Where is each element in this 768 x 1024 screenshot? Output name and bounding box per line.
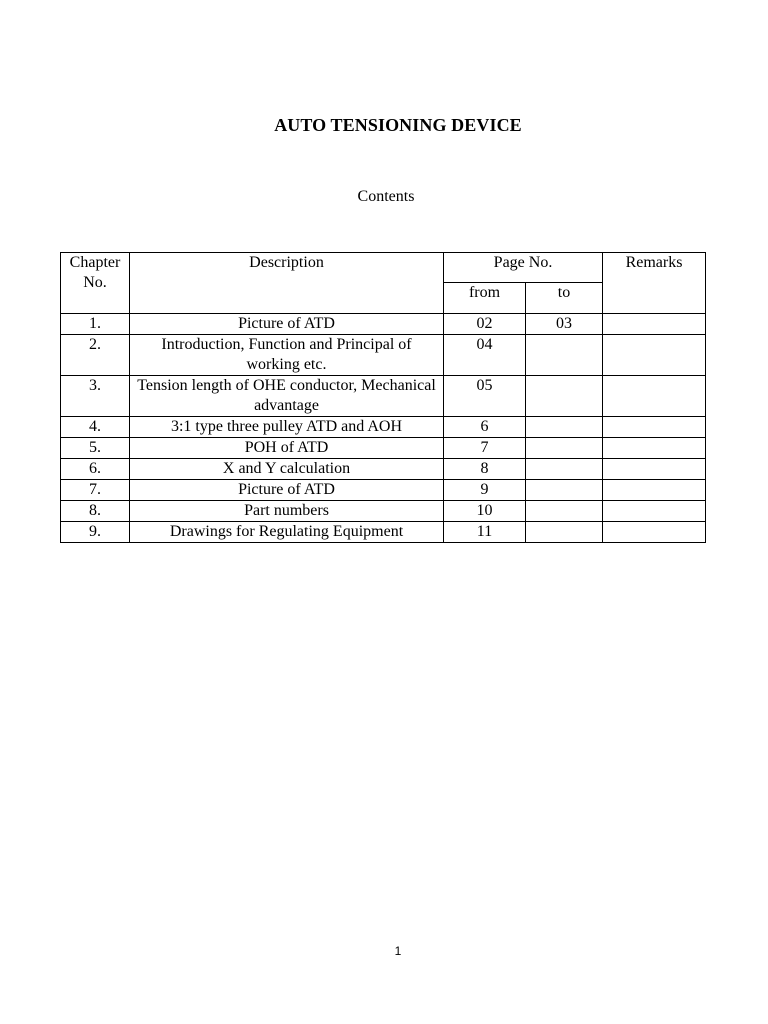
table-row	[61, 522, 706, 543]
table-row	[61, 480, 706, 501]
document-title: AUTO TENSIONING DEVICE	[274, 115, 522, 135]
table-row	[61, 314, 706, 335]
description-cell: 3:1 type three pulley ATD and AOH	[130, 417, 444, 438]
remarks-cell	[603, 501, 706, 522]
description-cell: Tension length of OHE conductor, Mechanical advantage	[130, 376, 444, 417]
description-cell: Picture of ATD	[130, 480, 444, 501]
contents-heading: Contents	[357, 188, 415, 205]
chapter-cell: 6.	[61, 459, 130, 480]
description-cell: POH of ATD	[130, 438, 444, 459]
to-cell	[526, 501, 603, 522]
description-cell: X and Y calculation	[130, 459, 444, 480]
to-cell	[526, 438, 603, 459]
description-cell: Introduction, Function and Principal of working etc.	[130, 335, 444, 376]
description-cell: Picture of ATD	[130, 314, 444, 335]
from-cell: 9	[444, 480, 526, 501]
from-cell: 7	[444, 438, 526, 459]
table-row	[61, 335, 706, 376]
remarks-cell	[603, 417, 706, 438]
from-cell: 02	[444, 314, 526, 335]
from-cell: 10	[444, 501, 526, 522]
remarks-cell	[603, 459, 706, 480]
to-cell	[526, 417, 603, 438]
description-cell: Part numbers	[130, 501, 444, 522]
to-cell	[526, 376, 603, 417]
to-cell	[526, 480, 603, 501]
header-to: to	[526, 283, 603, 314]
from-cell: 05	[444, 376, 526, 417]
to-cell	[526, 459, 603, 480]
table-row	[61, 376, 706, 417]
to-cell: 03	[526, 314, 603, 335]
table-row	[61, 438, 706, 459]
chapter-cell: 5.	[61, 438, 130, 459]
to-cell	[526, 335, 603, 376]
contents-table	[60, 252, 706, 543]
remarks-cell	[603, 480, 706, 501]
table-header-row	[61, 253, 706, 283]
remarks-cell	[603, 314, 706, 335]
remarks-cell	[603, 335, 706, 376]
from-cell: 6	[444, 417, 526, 438]
remarks-cell	[603, 438, 706, 459]
table-row	[61, 459, 706, 480]
table-row	[61, 501, 706, 522]
header-chapter-no: Chapter No.	[61, 253, 130, 314]
chapter-cell: 1.	[61, 314, 130, 335]
to-cell	[526, 522, 603, 543]
header-remarks: Remarks	[603, 253, 706, 314]
chapter-cell: 3.	[61, 376, 130, 417]
remarks-cell	[603, 376, 706, 417]
header-description: Description	[130, 253, 444, 314]
header-from: from	[444, 283, 526, 314]
chapter-cell: 2.	[61, 335, 130, 376]
description-cell: Drawings for Regulating Equipment	[130, 522, 444, 543]
table-row	[61, 417, 706, 438]
chapter-cell: 8.	[61, 501, 130, 522]
remarks-cell	[603, 522, 706, 543]
page-number: 1	[394, 944, 402, 958]
header-page-no: Page No.	[444, 253, 603, 283]
chapter-cell: 4.	[61, 417, 130, 438]
chapter-cell: 9.	[61, 522, 130, 543]
from-cell: 11	[444, 522, 526, 543]
chapter-cell: 7.	[61, 480, 130, 501]
from-cell: 04	[444, 335, 526, 376]
from-cell: 8	[444, 459, 526, 480]
